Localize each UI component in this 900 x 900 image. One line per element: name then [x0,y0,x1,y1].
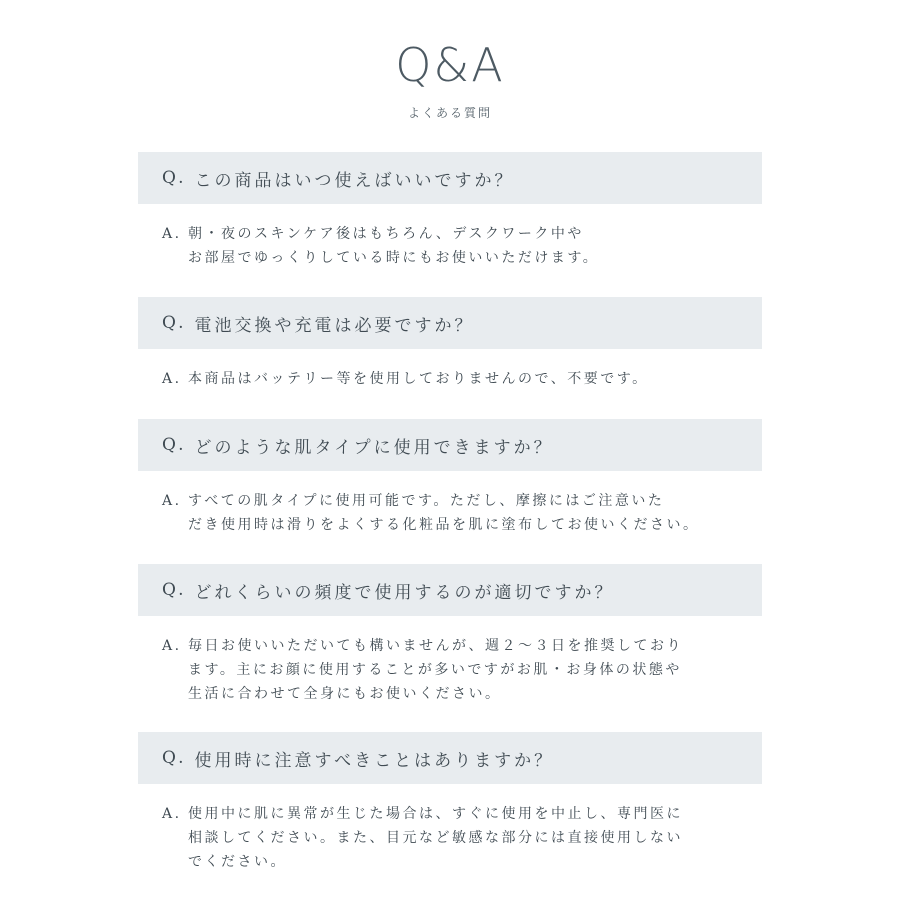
answer-line: 毎日お使いいただいても構いませんが、週２～３日を推奨しており [188,638,683,654]
page-title: Q&A [395,38,505,92]
answer-line: すべての肌タイプに使用可能です。ただし、摩擦にはご注意いた [188,493,665,509]
answer-prefix: A. [162,806,182,822]
question-prefix: Q. [162,435,187,455]
answer-line: お部屋でゆっくりしている時にもお使いいただけます。 [188,250,600,266]
answer-block [138,802,762,874]
answer-line: 生活に合わせて全身にもお使いください。 [188,686,502,702]
question-text: どのような肌タイプに使用できますか？ [194,437,554,458]
answer-prefix: A. [162,638,182,654]
question-text: どれくらいの頻度で使用するのが適切ですか？ [194,582,615,603]
page-subtitle: よくある質問 [407,106,492,120]
question-prefix: Q. [162,748,187,768]
answer-line: でください。 [188,854,287,870]
question-bar [138,152,762,204]
answer-prefix: A. [162,493,182,509]
question-text: この商品はいつ使えばいいですか？ [194,170,515,191]
question-bar [138,419,762,471]
question-prefix: Q. [162,313,187,333]
answer-block [138,634,762,706]
question-bar [138,732,762,784]
question-text: 電池交換や充電は必要ですか？ [194,315,475,336]
answer-line: 本商品はバッテリー等を使用しておりませんので、不要です。 [188,371,649,387]
question-text: 使用時に注意すべきことはありますか？ [194,750,555,771]
question-prefix: Q. [162,580,187,600]
answer-line: 朝・夜のスキンケア後はもちろん、デスクワーク中や [188,226,584,242]
qa-item-2 [138,297,762,391]
question-bar [138,564,762,616]
qa-item-1 [138,152,762,270]
question-prefix: Q. [162,168,187,188]
answer-prefix: A. [162,226,182,242]
qa-item-4 [138,564,762,706]
answer-line: 使用中に肌に異常が生じた場合は、すぐに使用を中止し、専門医に [188,806,683,822]
answer-line: 相談してください。また、目元など敏感な部分には直接使用しない [188,830,683,846]
qa-item-3 [138,419,762,537]
qa-item-5 [138,732,762,874]
answer-block [138,367,762,391]
question-bar [138,297,762,349]
answer-line: だき使用時は滑りをよくする化粧品を肌に塗布してお使いください。 [188,517,700,533]
answer-line: ます。主にお顔に使用することが多いですがお肌・お身体の状態や [188,662,682,678]
answer-block [138,222,762,270]
answer-block [138,489,762,537]
answer-prefix: A. [162,371,182,387]
